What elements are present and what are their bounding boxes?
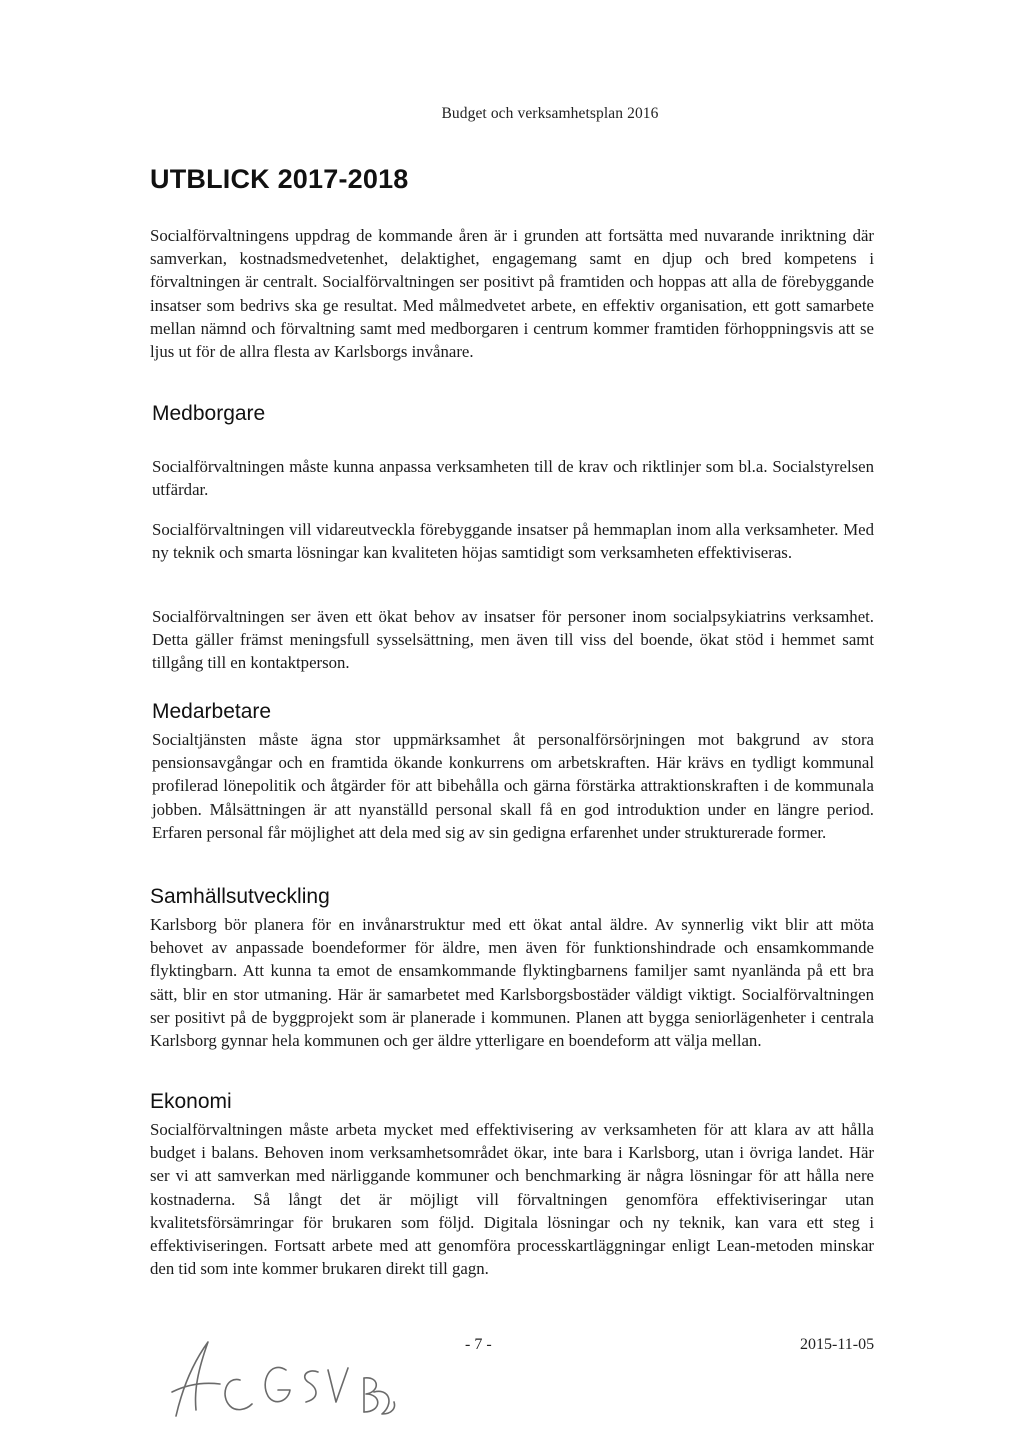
running-header: Budget och verksamhetsplan 2016 xyxy=(441,105,659,122)
handwritten-initials xyxy=(168,1330,398,1422)
section-heading-medborgare: Medborgare xyxy=(152,402,266,425)
section-heading-ekonomi: Ekonomi xyxy=(150,1090,232,1113)
samhallsutveckling-paragraph: Karlsborg bör planera för en invånarstruktur med ett ökat antal äldre. Av synnerlig vikt blir att möta behovet av anpassade boendeformer för äldre, men även för funktionshindrade och ensamkommande flyktingbarn. Att kunna ta emot de ensamkommande flyktingbarnens familjer samt nyanlända på ett bra sätt, blir en stor utmaning. Här är samarbetet med Karlsborgsbostäder väldigt viktigt. Socialförvaltningen ser positivt på de byggprojekt som är planerade i kommunen. Planen att bygga seniorlägenheter i centrala Karlsborg gynnar hela kommunen och ger äldre ytterligare en boendeform att välja mellan. xyxy=(150,915,874,1051)
footer-date: 2015-11-05 xyxy=(800,1336,875,1353)
page-title: UTBLICK 2017-2018 xyxy=(150,164,409,194)
medborgare-paragraph-1: Socialförvaltningen måste kunna anpassa verksamheten till de krav och riktlinjer som bl.a. Socialstyrelsen utfärdar. xyxy=(152,457,874,500)
page-number: - 7 - xyxy=(465,1336,492,1353)
intro-paragraph: Socialförvaltningens uppdrag de kommande åren är i grunden att fortsätta med nuvarande inriktning där samverkan, kostnadsmedvetenhet, delaktighet, engagemang samt en djup och bred kompetens i förvaltningen är centralt. Socialförvaltningen ser positivt på framtiden och hoppas att alla de förebyggande insatser som bedrivs ska ge resultat. Med målmedvetet arbete, en effektiv organisation, ett gott samarbete mellan nämnd och förvaltning samt med medborgaren i centrum kommer framtiden förhoppningsvis att se ljus ut för de allra flesta av Karlsborgs invånare. xyxy=(150,226,874,362)
ekonomi-paragraph: Socialförvaltningen måste arbeta mycket med effektivisering av verksamheten för att klara av att hålla budget i balans. Behoven inom verksamhetsområdet ökar, inte bara i Karlsborg, utan i övriga landet. Här ser vi att samverkan med närliggande kommuner och benchmarking är några lösningar för att hålla nere kostnaderna. Så långt det är möjligt vill förvaltningen genomföra effektiviseringar utan kvalitetsförsämringar för brukaren som följd. Digitala lösningar och ny teknik, kan vara ett steg i effektiviseringen. Fortsatt arbete med att genomföra processkartläggningar enligt Lean-metoden minskar den tid som inte kommer brukaren direkt till gagn. xyxy=(150,1120,874,1279)
section-heading-medarbetare: Medarbetare xyxy=(152,700,272,723)
medborgare-paragraph-3: Socialförvaltningen ser även ett ökat behov av insatser för personer inom socialpsykiatrins verksamhet. Detta gäller främst meningsfull sysselsättning, men även till viss del boende, ökat stöd i hemmet samt tillgång till en kontaktperson. xyxy=(152,607,874,673)
medborgare-paragraph-2: Socialförvaltningen vill vidareutveckla förebyggande insatser på hemmaplan inom alla verksamheter. Med ny teknik och smarta lösningar kan kvaliteten höjas samtidigt som verksamheten effektiviseras. xyxy=(152,520,874,563)
section-heading-samhallsutveckling: Samhällsutveckling xyxy=(150,885,330,908)
medarbetare-paragraph: Socialtjänsten måste ägna stor uppmärksamhet åt personalförsörjningen mot bakgrund av stora pensionsavgångar och en framtida ökande konkurrens om arbetskraften. Här krävs en tydligt kommunal profilerad lönepolitik och åtgärder för att bibehålla och gärna förstärka attraktionskraften i de kommunala jobben. Målsättningen är att nyanställd personal skall få en god introduktion under en längre period. Erfaren personal får möjlighet att dela med sig av sin gedigna erfarenhet under strukturerade former. xyxy=(152,730,874,842)
